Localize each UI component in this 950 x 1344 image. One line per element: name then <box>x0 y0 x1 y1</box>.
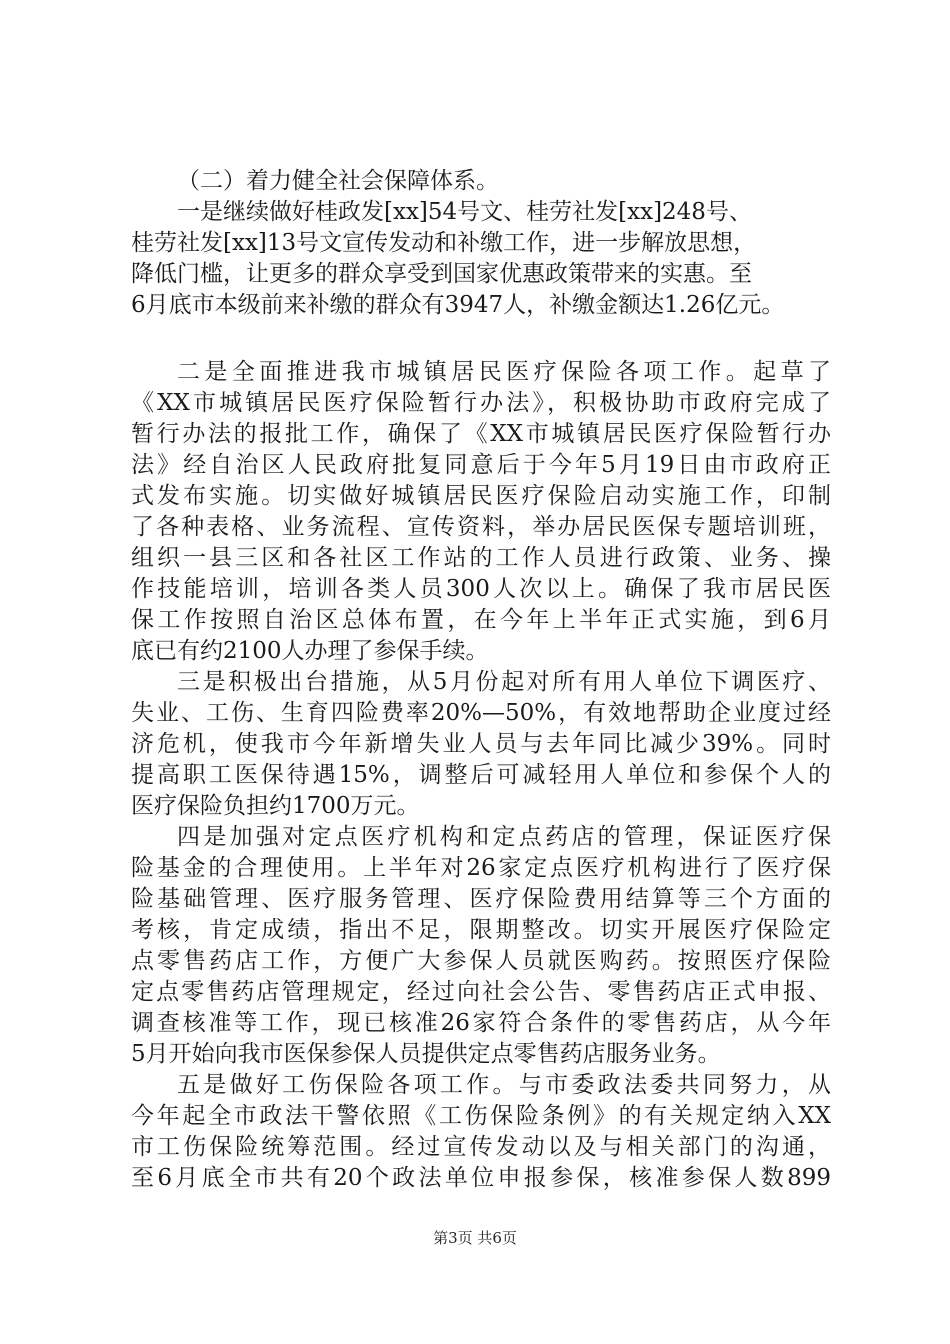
document-body <box>131 166 831 1194</box>
text-line: 今年起全市政法干警依照《工伤保险条例》的有关规定纳入XX <box>131 1103 831 1129</box>
paragraph-gap <box>131 321 831 357</box>
text-line: 险基金的合理使用。上半年对26家定点医疗机构进行了医疗保 <box>131 855 831 881</box>
text-line: 定点零售药店管理规定，经过向社会公告、零售药店正式申报、 <box>131 979 831 1005</box>
text-line: 至6月底全市共有20个政法单位申报参保，核准参保人数899 <box>131 1165 831 1191</box>
text-line: （二）着力健全社会保障体系。 <box>177 168 499 194</box>
text-line: 险基础管理、医疗服务管理、医疗保险费用结算等三个方面的 <box>131 886 831 912</box>
text-line: 济危机，使我市今年新增失业人员与去年同比减少39%。同时 <box>131 731 831 757</box>
text-line: 6月底市本级前来补缴的群众有3947人，补缴金额达1.26亿元。 <box>131 292 785 318</box>
text-line: 一是继续做好桂政发[xx]54号文、桂劳社发[xx]248号、 <box>177 199 752 225</box>
text-line: 5月开始向我市医保参保人员提供定点零售药店服务业务。 <box>131 1041 721 1067</box>
page-footer: 第3页 共6页 <box>433 1229 517 1247</box>
text-line: 四是加强对定点医疗机构和定点药店的管理，保证医疗保 <box>177 824 831 850</box>
text-line: 了各种表格、业务流程、宣传资料，举办居民医保专题培训班， <box>131 514 831 540</box>
text-line: 暂行办法的报批工作，确保了《XX市城镇居民医疗保险暂行办 <box>131 421 831 447</box>
text-line: 医疗保险负担约1700万元。 <box>131 793 420 819</box>
text-line: 五是做好工伤保险各项工作。与市委政法委共同努力，从 <box>177 1072 831 1098</box>
text-line: 失业、工伤、生育四险费率20%—50%，有效地帮助企业度过经 <box>131 700 831 726</box>
text-line: 二是全面推进我市城镇居民医疗保险各项工作。起草了 <box>177 359 831 385</box>
text-line: 保工作按照自治区总体布置，在今年上半年正式实施，到6月 <box>131 607 831 633</box>
text-line: 点零售药店工作，方便广大参保人员就医购药。按照医疗保险 <box>131 948 831 974</box>
text-line: 底已有约2100人办理了参保手续。 <box>131 638 489 664</box>
text-line: 作技能培训，培训各类人员300人次以上。确保了我市居民医 <box>131 576 831 602</box>
text-line: 调查核准等工作，现已核准26家符合条件的零售药店，从今年 <box>131 1010 831 1036</box>
text-line: 考核，肯定成绩，指出不足，限期整改。切实开展医疗保险定 <box>131 917 831 943</box>
text-line: 市工伤保险统筹范围。经过宣传发动以及与相关部门的沟通， <box>131 1134 831 1160</box>
text-line: 式发布实施。切实做好城镇居民医疗保险启动实施工作，印制 <box>131 483 831 509</box>
text-line: 三是积极出台措施，从5月份起对所有用人单位下调医疗、 <box>177 669 831 695</box>
text-line: 法》经自治区人民政府批复同意后于今年5月19日由市政府正 <box>131 452 831 478</box>
text-line: 提高职工医保待遇15%，调整后可减轻用人单位和参保个人的 <box>131 762 831 788</box>
text-line: 桂劳社发[xx]13号文宣传发动和补缴工作，进一步解放思想， <box>131 230 757 256</box>
text-line: 《XX市城镇居民医疗保险暂行办法》，积极协助市政府完成了 <box>131 390 831 416</box>
text-line: 降低门槛，让更多的群众享受到国家优惠政策带来的实惠。至 <box>131 261 752 287</box>
text-line: 组织一县三区和各社区工作站的工作人员进行政策、业务、操 <box>131 545 831 571</box>
